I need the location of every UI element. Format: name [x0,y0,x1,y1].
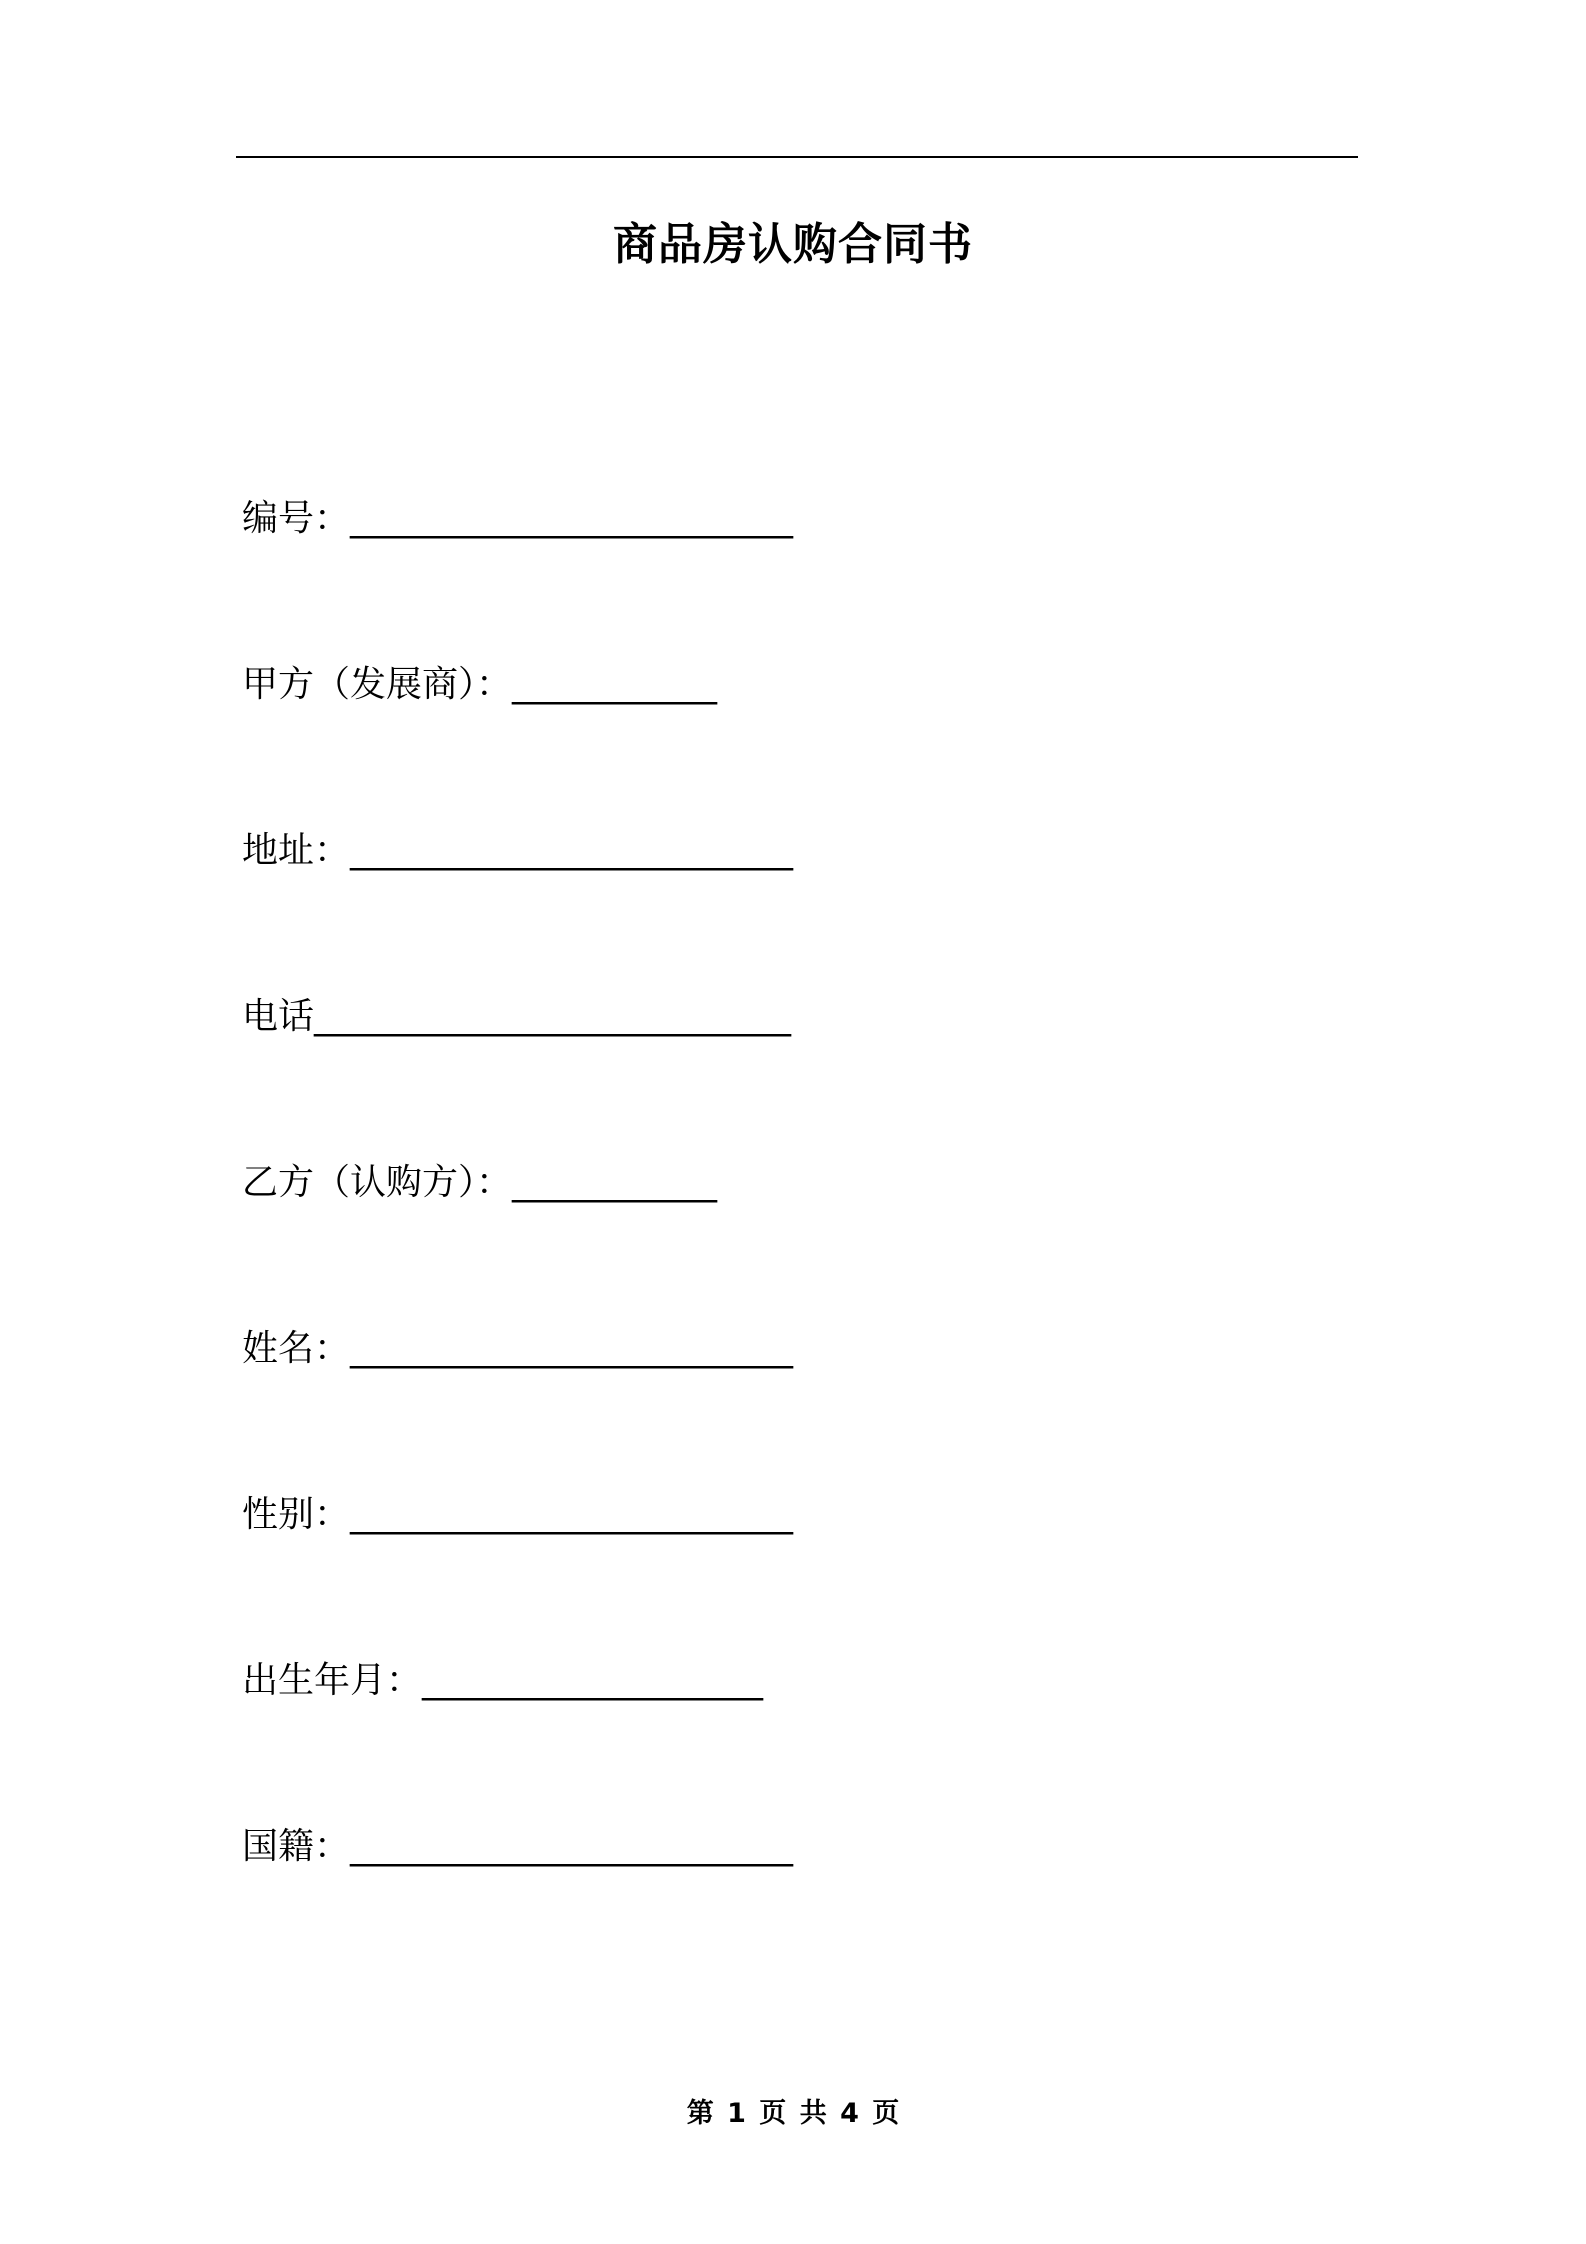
field-blank-line[interactable]: __________________________ [350,830,793,871]
field-phone [242,993,790,1041]
field-blank-line[interactable]: ____________ [512,664,717,705]
field-blank-line[interactable]: __________________________ [350,498,793,539]
field-label: 电话 [242,996,315,1037]
field-label: 姓名： [242,1328,351,1369]
page-footer: 第 1 页 共 4 页 [686,2098,900,2129]
field-serial-number [242,495,792,543]
header-rule [236,156,1358,158]
field-blank-line[interactable]: __________________________ [350,1328,793,1369]
field-label: 地址： [242,830,351,871]
field-label: 乙方（认购方）： [242,1162,513,1203]
field-label: 出生年月： [242,1660,423,1701]
field-blank-line[interactable]: __________________________ [350,1826,793,1867]
document-title: 商品房认购合同书 [613,219,973,270]
field-party-b [242,1159,716,1207]
field-label: 编号： [242,498,351,539]
field-address [242,827,792,875]
field-blank-line[interactable]: ____________________ [422,1660,763,1701]
field-nationality [242,1823,792,1871]
field-label: 甲方（发展商）： [242,664,513,705]
field-blank-line[interactable]: __________________________ [350,1494,793,1535]
field-name [242,1325,792,1373]
field-blank-line[interactable]: ____________ [512,1162,717,1203]
field-gender [242,1491,792,1539]
field-label: 国籍： [242,1826,351,1867]
field-blank-line[interactable]: ____________________________ [314,996,791,1037]
field-birth-date [242,1657,762,1705]
field-party-a [242,661,716,709]
field-label: 性别： [242,1494,351,1535]
